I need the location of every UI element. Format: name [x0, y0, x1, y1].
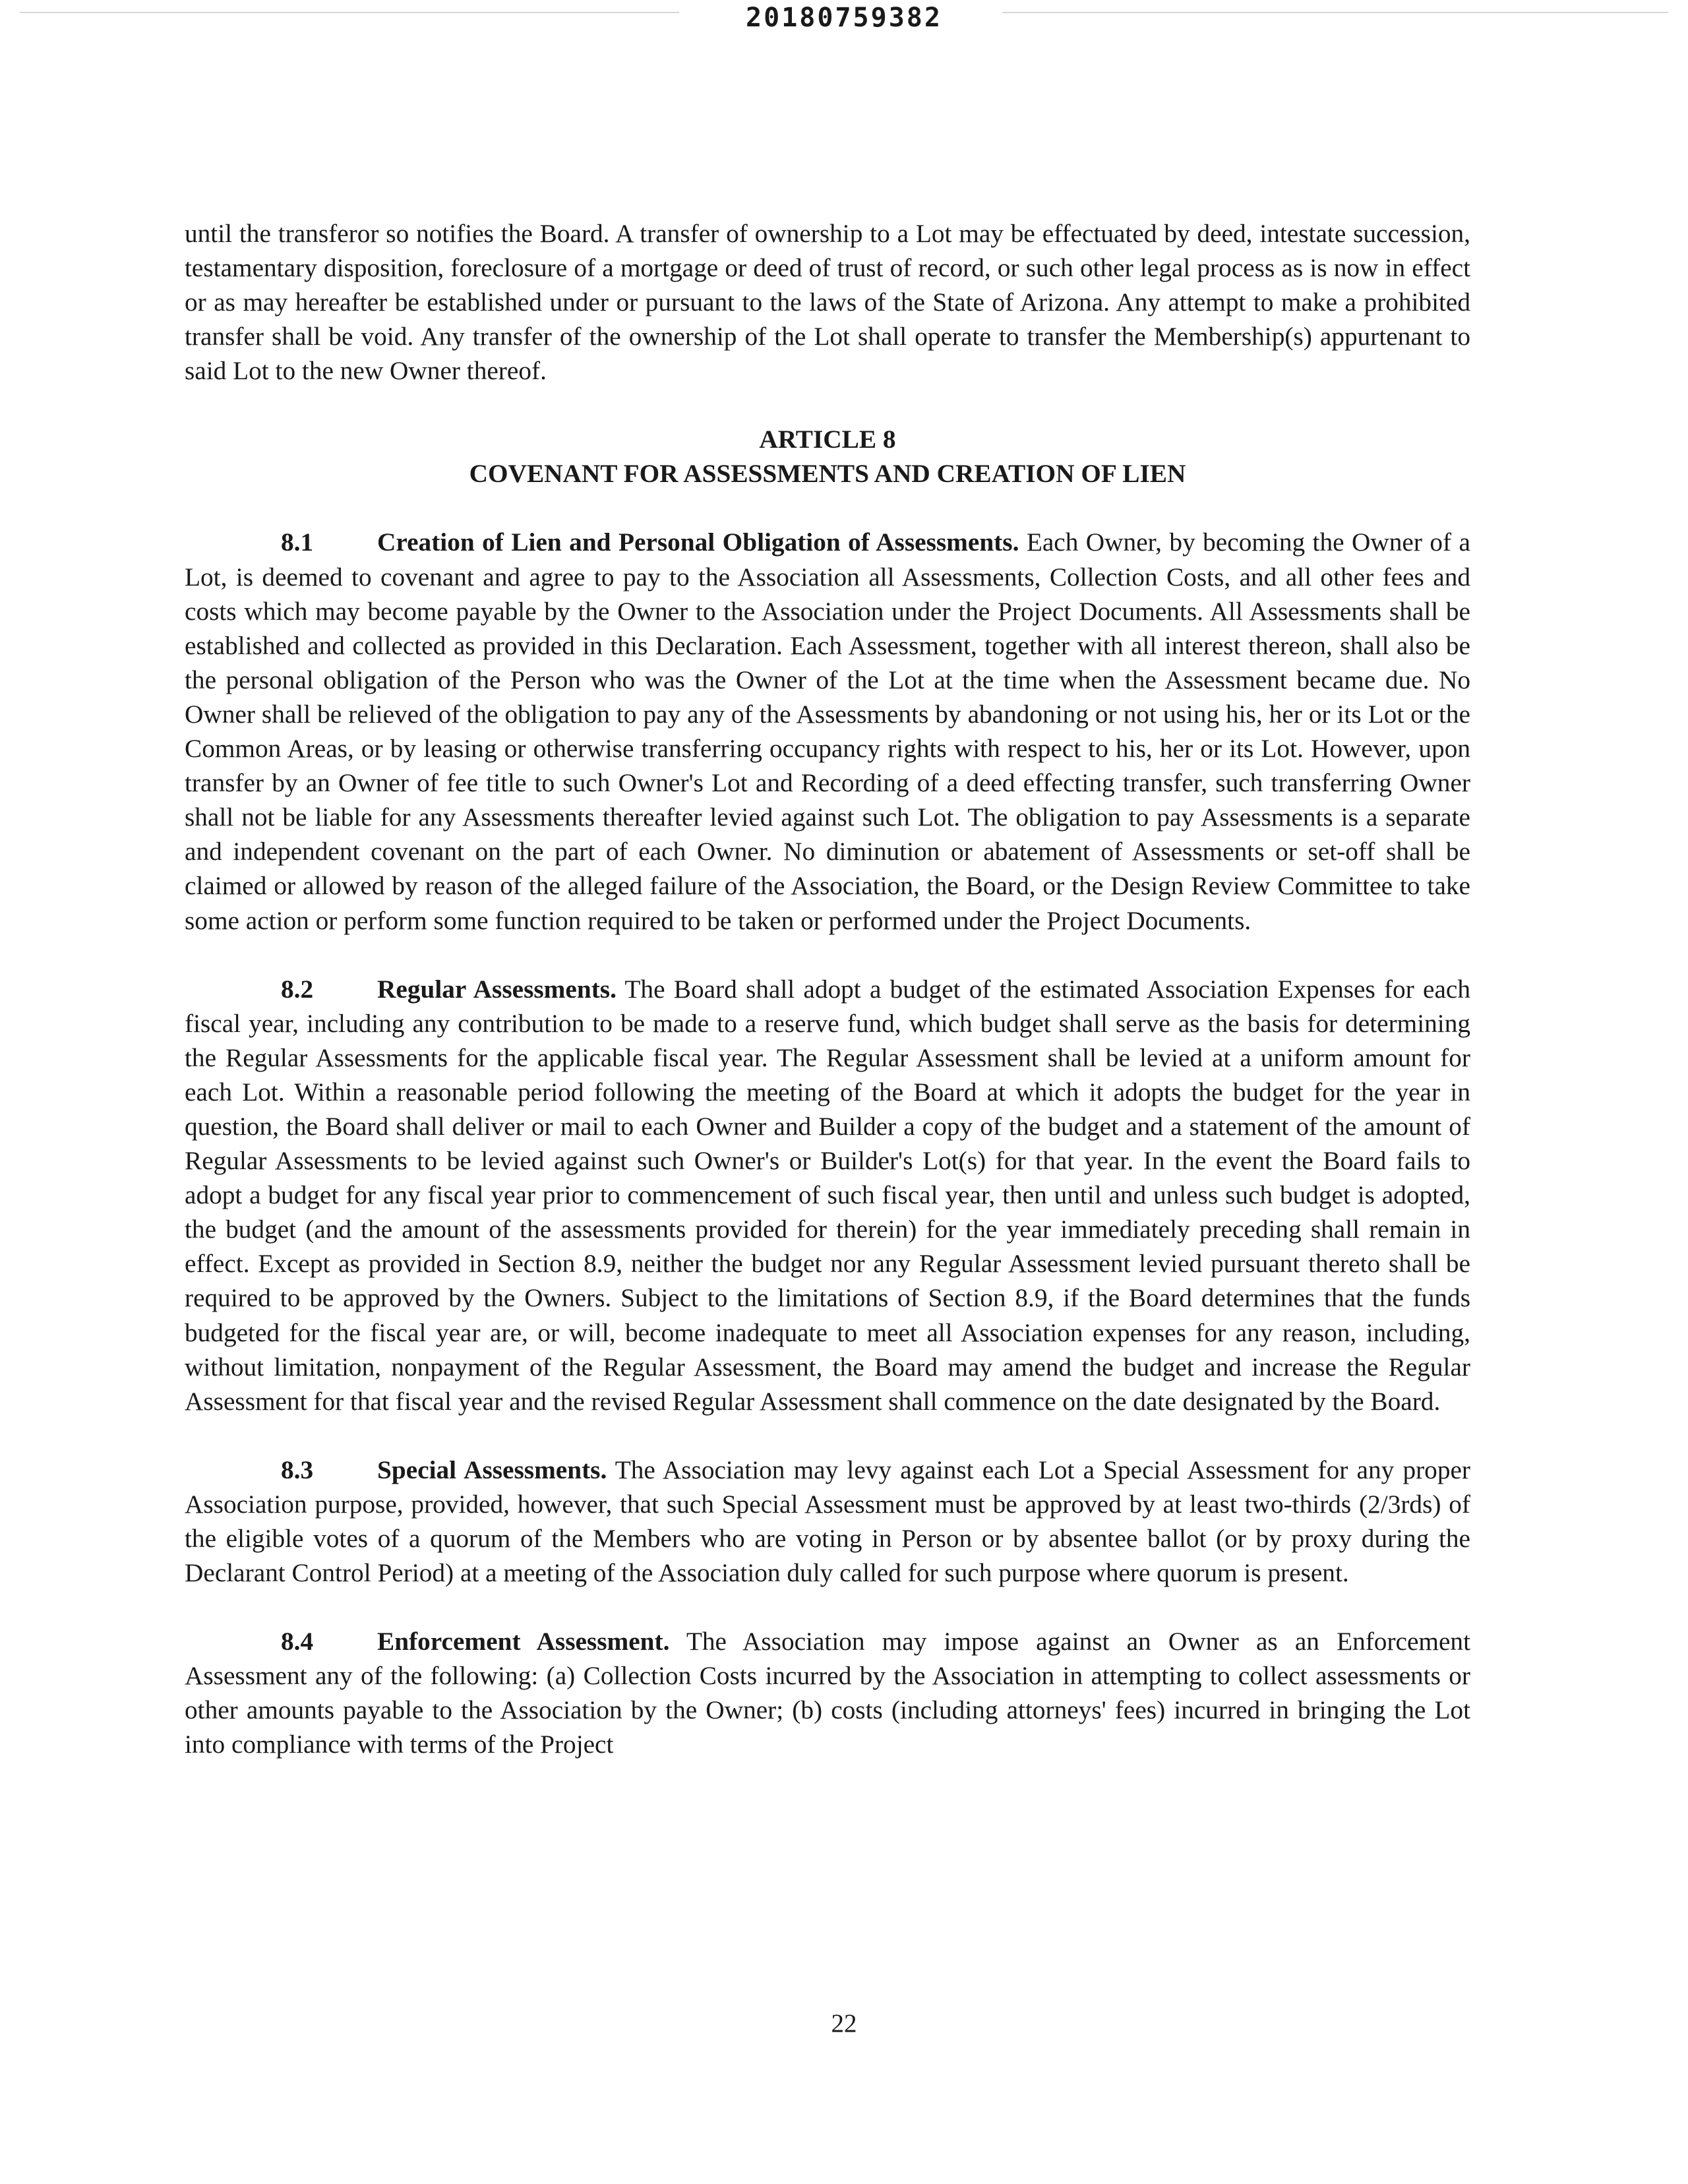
section-title: Enforcement Assessment.	[377, 1627, 670, 1656]
section-8-2	[185, 972, 1470, 1418]
page-number: 22	[831, 2009, 857, 2038]
article-heading	[185, 422, 1470, 491]
article-title: COVENANT FOR ASSESSMENTS AND CREATION OF LIEN	[469, 459, 1186, 489]
document-body	[185, 216, 1470, 1762]
section-text: The Association may impose against an Owner as an Enforcement Assessment any of the following: (a) Collection Costs incurred by the Association in attempting to collect assessments or other amounts payable to the Association by the Owner; (b) costs (including attorneys' fees) incurred in bringing the Lot into compliance with terms of the Project	[185, 1627, 1471, 1759]
section-number: 8.1	[281, 528, 314, 557]
section-8-1	[185, 525, 1470, 937]
section-number: 8.3	[281, 1455, 314, 1484]
continuation-paragraph: until the transferor so notifies the Board. A transfer of ownership to a Lot may be effectuated by deed, intestate succession, testamentary disposition, foreclosure of a mortgage or deed of trust of record, or such other legal process as is now in effect or as may hereafter be established under or pursuant to the laws of the State of Arizona. Any attempt to make a prohibited transfer shall be void. Any transfer of the ownership of the Lot shall operate to transfer the Membership(s) appurtenant to said Lot to the new Owner thereof.	[185, 219, 1470, 386]
article-number: ARTICLE 8	[759, 425, 896, 454]
section-text: The Board shall adopt a budget of the estimated Association Expenses for each fiscal year, including any contribution to be made to a reserve fund, which budget shall serve as the basis for determining the Regular Assessments for the applicable fiscal year. The Regular Assessment shall be levied at a uniform amount for each Lot. Within a reasonable period following the meeting of the Board at which it adopts the budget for the year in question, the Board shall deliver or mail to each Owner and Builder a copy of the budget and a statement of the amount of Regular Assessments to be levied against such Owner's or Builder's Lot(s) for that year. In the event the Board fails to adopt a budget for any fiscal year prior to commencement of such fiscal year, then until and unless such budget is adopted, the budget (and the amount of the assessments provided for therein) for the year immediately preceding shall remain in effect. Except as provided in Section 8.9, neither the budget nor any Regular Assessment levied pursuant thereto shall be required to be approved by the Owners. Subject to the limitations of Section 8.9, if the Board determines that the funds budgeted for the fiscal year are, or will, become inadequate to meet all Association expenses for any reason, including, without limitation, nonpayment of the Regular Assessment, the Board may amend the budget and increase the Regular Assessment for that fiscal year and the revised Regular Assessment shall commence on the date designated by the Board.	[185, 974, 1470, 1416]
section-title: Special Assessments.	[377, 1455, 607, 1484]
section-text: Each Owner, by becoming the Owner of a Lot, is deemed to covenant and agree to pay to the Association all Assessments, Collection Costs, and all other fees and costs which may become payable by the Owner to the Association under the Project Documents. All Assessments shall be established and collected as provided in this Declaration. Each Assessment, together with all interest thereon, shall also be the personal obligation of the Person who was the Owner of the Lot at the time when the Assessment became due. No Owner shall be relieved of the obligation to pay any of the Assessments by abandoning or not using his, her or its Lot or the Common Areas, or by leasing or otherwise transferring occupancy rights with respect to his, her or its Lot. However, upon transfer by an Owner of fee title to such Owner's Lot and Recording of a deed effecting transfer, such transferring Owner shall not be liable for any Assessments thereafter levied against such Lot. The obligation to pay Assessments is a separate and independent covenant on the part of each Owner. No diminution or abatement of Assessments or set-off shall be claimed or allowed by reason of the alleged failure of the Association, the Board, or the Design Review Committee to take some action or perform some function required to be taken or performed under the Project Documents.	[185, 528, 1470, 935]
section-title: Regular Assessments.	[377, 974, 617, 1004]
section-text: The Association may levy against each Lot a Special Assessment for any proper Association purpose, provided, however, that such Special Assessment must be approved by at least two-thirds (2/3rds) of the eligible votes of a quorum of the Members who are voting in Person or by absentee ballot (or by proxy during the Declarant Control Period) at a meeting of the Association duly called for such purpose where quorum is present.	[185, 1455, 1471, 1588]
section-number: 8.2	[281, 974, 314, 1004]
section-number: 8.4	[281, 1627, 314, 1656]
section-8-4	[185, 1624, 1470, 1761]
recording-number: 20180759382	[746, 3, 942, 33]
section-8-3	[185, 1453, 1470, 1590]
section-title: Creation of Lien and Personal Obligation of Assessments.	[377, 528, 1019, 557]
